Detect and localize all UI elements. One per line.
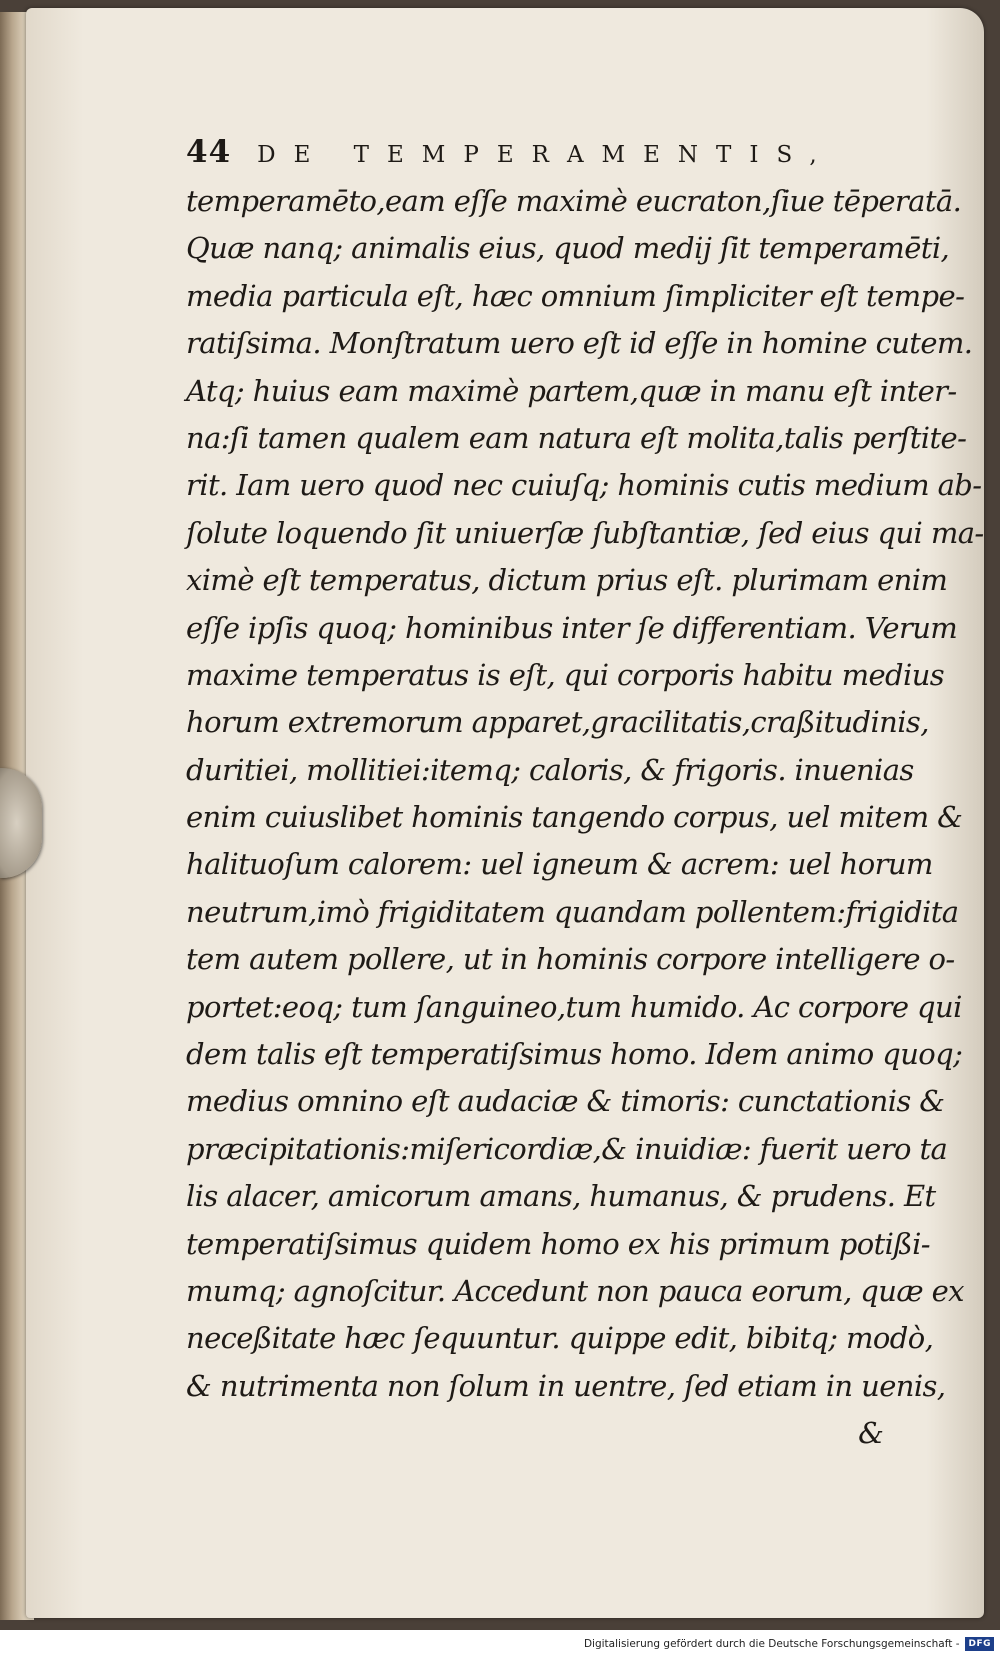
text-line: & nutrimenta non ſolum in uentre, ſed etiam in uenis, xyxy=(186,1368,946,1403)
text-line: mumq; agnoſcitur. Accedunt non pauca eorum, quæ ex xyxy=(186,1273,964,1308)
text-line: temperamēto,eam eſſe maximè eucraton,ſiue tēperatā. xyxy=(186,184,962,218)
text-line: rit. Iam uero quod nec cuiuſq; hominis cutis medium ab- xyxy=(186,468,982,503)
text-line: lis alacer, amicorum amans, humanus, & prudens. Et xyxy=(186,1179,936,1214)
text-block xyxy=(186,134,984,1457)
funding-credit: Digitalisierung gefördert durch die Deutsche Forschungsgemeinschaft - xyxy=(583,1638,960,1650)
text-line: temperatiſsimus quidem homo ex his primum potißi- xyxy=(186,1226,930,1261)
text-line: ratiſsima. Monſtratum uero eſt id eſſe in homine cutem. xyxy=(186,326,973,361)
text-line: neutrum,imò frigiditatem quandam pollentem:frigidita xyxy=(186,894,959,929)
catchword: & xyxy=(858,1416,884,1451)
text-line: eſſe ipſis quoq; hominibus inter ſe differentiam. Verum xyxy=(186,610,958,645)
text-line: horum extremorum apparet,gracilitatis,craßitudinis, xyxy=(186,705,929,740)
text-line: portet:eoq; tum ſanguineo,tum humido. Ac corpore qui xyxy=(186,989,962,1024)
text-line: media particula eſt, hæc omnium ſimpliciter eſt tempe- xyxy=(186,278,965,313)
text-line: ximè eſt temperatus, dictum prius eſt. plurimam enim xyxy=(186,563,948,598)
text-line: halituoſum calorem: uel igneum & acrem: uel horum xyxy=(186,847,933,882)
dfg-logo-icon: DFG xyxy=(965,1637,994,1651)
text-line: enim cuiuslibet hominis tangendo corpus, uel mitem & xyxy=(186,800,963,835)
text-line: duritiei, mollitiei:itemq; caloris, & frigoris. inuenias xyxy=(186,752,914,787)
text-line: ſolute loquendo ſit uniuerſæ ſubſtantiæ, ſed eius qui ma- xyxy=(186,515,984,550)
text-line: na:ſi tamen qualem eam natura eſt molita,talis perſtite- xyxy=(186,420,967,455)
text-line: dem talis eſt temperatiſsimus homo. Idem animo quoq; xyxy=(186,1037,963,1072)
text-line: maxime temperatus is eſt, qui corporis habitu medius xyxy=(186,657,945,692)
text-line: Atq; huius eam maximè partem,quæ in manu eſt inter- xyxy=(186,373,957,408)
text-line: tem autem pollere, ut in hominis corpore intelligere o- xyxy=(186,942,955,977)
page-number: 44 xyxy=(186,134,232,170)
footer-bar xyxy=(0,1630,1000,1658)
text-line: Quæ nanq; animalis eius, quod medij ſit temperamēti, xyxy=(186,231,950,266)
text-line: neceßitate hæc ſequuntur. quippe edit, bibitq; modò, xyxy=(186,1321,934,1356)
running-title: DE TEMPERAMENTIS, xyxy=(257,142,835,168)
text-line: medius omnino eſt audaciæ & timoris: cunctationis & xyxy=(186,1084,945,1119)
text-lines xyxy=(186,178,984,1410)
running-head xyxy=(186,134,886,178)
text-line: præcipitationis:miſericordiæ,& inuidiæ: fuerit uero ta xyxy=(186,1131,948,1166)
